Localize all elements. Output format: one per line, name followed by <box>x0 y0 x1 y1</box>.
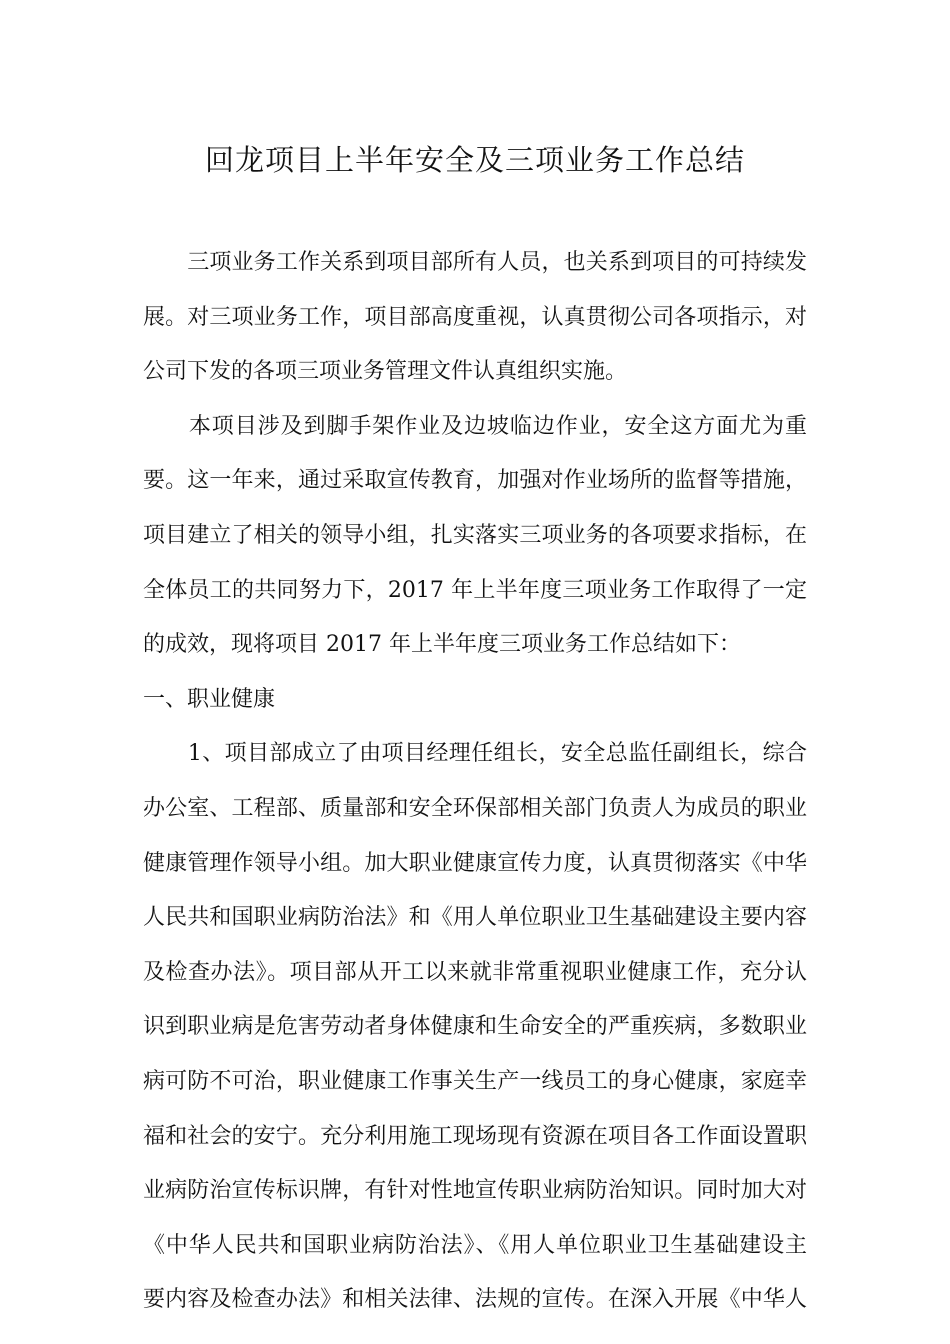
text-line: 公司下发的各项三项业务管理文件认真组织实施。 <box>143 359 628 385</box>
text-line: 及检查办法》。项目部从开工以来就非常重视职业健康工作，充分认 <box>143 959 807 985</box>
text-line: 的成效，现将项目 2017 年上半年度三项业务工作总结如下： <box>143 632 741 658</box>
text-line: 项目建立了相关的领导小组，扎实落实三项业务的各项要求指标，在 <box>143 522 807 548</box>
section-heading: 一、职业健康 <box>143 686 276 712</box>
text-line: 展。对三项业务工作，项目部高度重视，认真贯彻公司各项指示，对 <box>143 304 807 330</box>
text-line: 人民共和国职业病防治法》和《用人单位职业卫生基础建设主要内容 <box>143 905 807 931</box>
document-title: 回龙项目上半年安全及三项业务工作总结 <box>204 143 745 177</box>
text-line: 福和社会的安宁。充分利用施工现场现有资源在项目各工作面设置职 <box>143 1123 807 1149</box>
text-line: 全体员工的共同努力下，2017 年上半年度三项业务工作取得了一定 <box>143 577 807 603</box>
document-body <box>143 236 807 1328</box>
text-line: 识到职业病是危害劳动者身体健康和生命安全的严重疾病，多数职业 <box>143 1014 807 1040</box>
text-line: 要。这一年来，通过采取宣传教育，加强对作业场所的监督等措施， <box>143 468 807 494</box>
text-line: 1、项目部成立了由项目经理任组长，安全总监任副组长，综合 <box>143 741 807 767</box>
text-line: 业病防治宣传标识牌，有针对性地宣传职业病防治知识。同时加大对 <box>143 1178 807 1204</box>
text-line: 《中华人民共和国职业病防治法》、《用人单位职业卫生基础建设主 <box>143 1232 807 1258</box>
text-line: 病可防不可治，职业健康工作事关生产一线员工的身心健康，家庭幸 <box>143 1068 807 1094</box>
text-line: 本项目涉及到脚手架作业及边坡临边作业，安全这方面尤为重 <box>143 413 807 439</box>
text-line: 要内容及检查办法》和相关法律、法规的宣传。在深入开展《中华人 <box>143 1287 807 1313</box>
text-line: 办公室、工程部、质量部和安全环保部相关部门负责人为成员的职业 <box>143 795 807 821</box>
text-line: 健康管理作领导小组。加大职业健康宣传力度，认真贯彻落实《中华 <box>143 850 807 876</box>
text-line: 三项业务工作关系到项目部所有人员，也关系到项目的可持续发 <box>143 250 807 275</box>
